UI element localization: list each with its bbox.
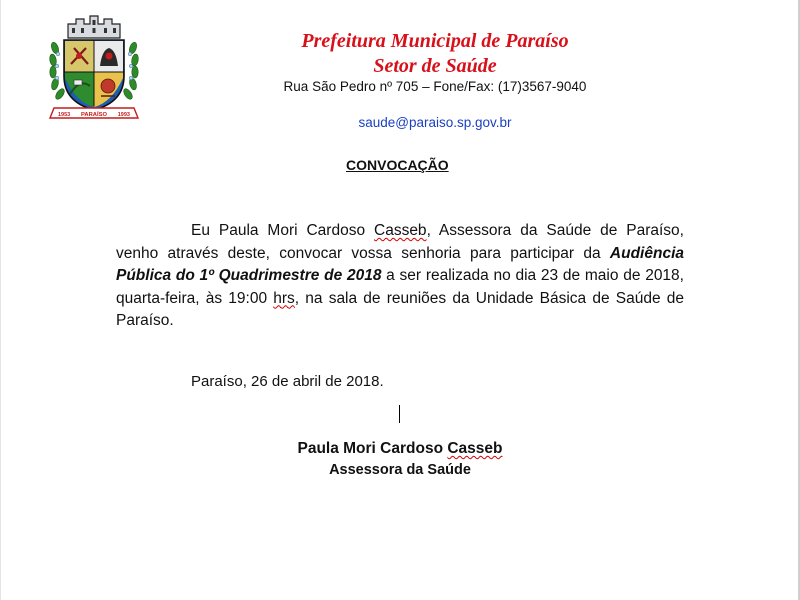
page-left-edge — [0, 0, 1, 600]
crest-banner-text: PARAÍSO — [81, 112, 107, 118]
org-name: Prefeitura Municipal de Paraíso — [301, 30, 569, 52]
spellcheck-word: hrs — [273, 289, 295, 307]
signature-name-prefix: Paula Mori Cardoso — [297, 440, 448, 457]
department-name: Setor de Saúde — [373, 55, 497, 77]
body-paragraph — [116, 220, 684, 333]
body-text-7: , na sala de reuniões da Unidade Básica de Saúde de Paraíso. — [116, 289, 684, 329]
email-link[interactable]: saude@paraiso.sp.gov.br — [358, 115, 512, 130]
spellcheck-word: Casseb — [447, 440, 503, 457]
spellcheck-word: Casseb — [374, 222, 427, 239]
address-line: Rua São Pedro nº 705 – Fone/Fax: (17)3567-9040 — [283, 79, 587, 94]
body-text-1: Eu Paula Mori Cardoso — [191, 222, 374, 239]
coat-of-arms-icon — [46, 14, 142, 122]
text-cursor — [399, 405, 400, 423]
event-name: Audiência Pública do 1º Quadrimestre de 2018 — [116, 244, 684, 284]
crest-year-left: 1953 — [58, 112, 71, 118]
signature-role: Assessora da Saúde — [329, 462, 471, 478]
crest-year-right: 1993 — [117, 112, 130, 118]
date-line: Paraíso, 26 de abril de 2018. — [191, 373, 384, 390]
body-text-3: , Assessora da Saúde de Paraíso, venho através deste, convocar vossa senhoria para participar da — [116, 222, 684, 262]
body-text-5: a ser realizada no dia 23 de maio de 2018, quarta-feira, às 19:00 — [116, 267, 684, 307]
document-title: CONVOCAÇÃO — [346, 157, 449, 173]
signature-name — [180, 440, 620, 458]
